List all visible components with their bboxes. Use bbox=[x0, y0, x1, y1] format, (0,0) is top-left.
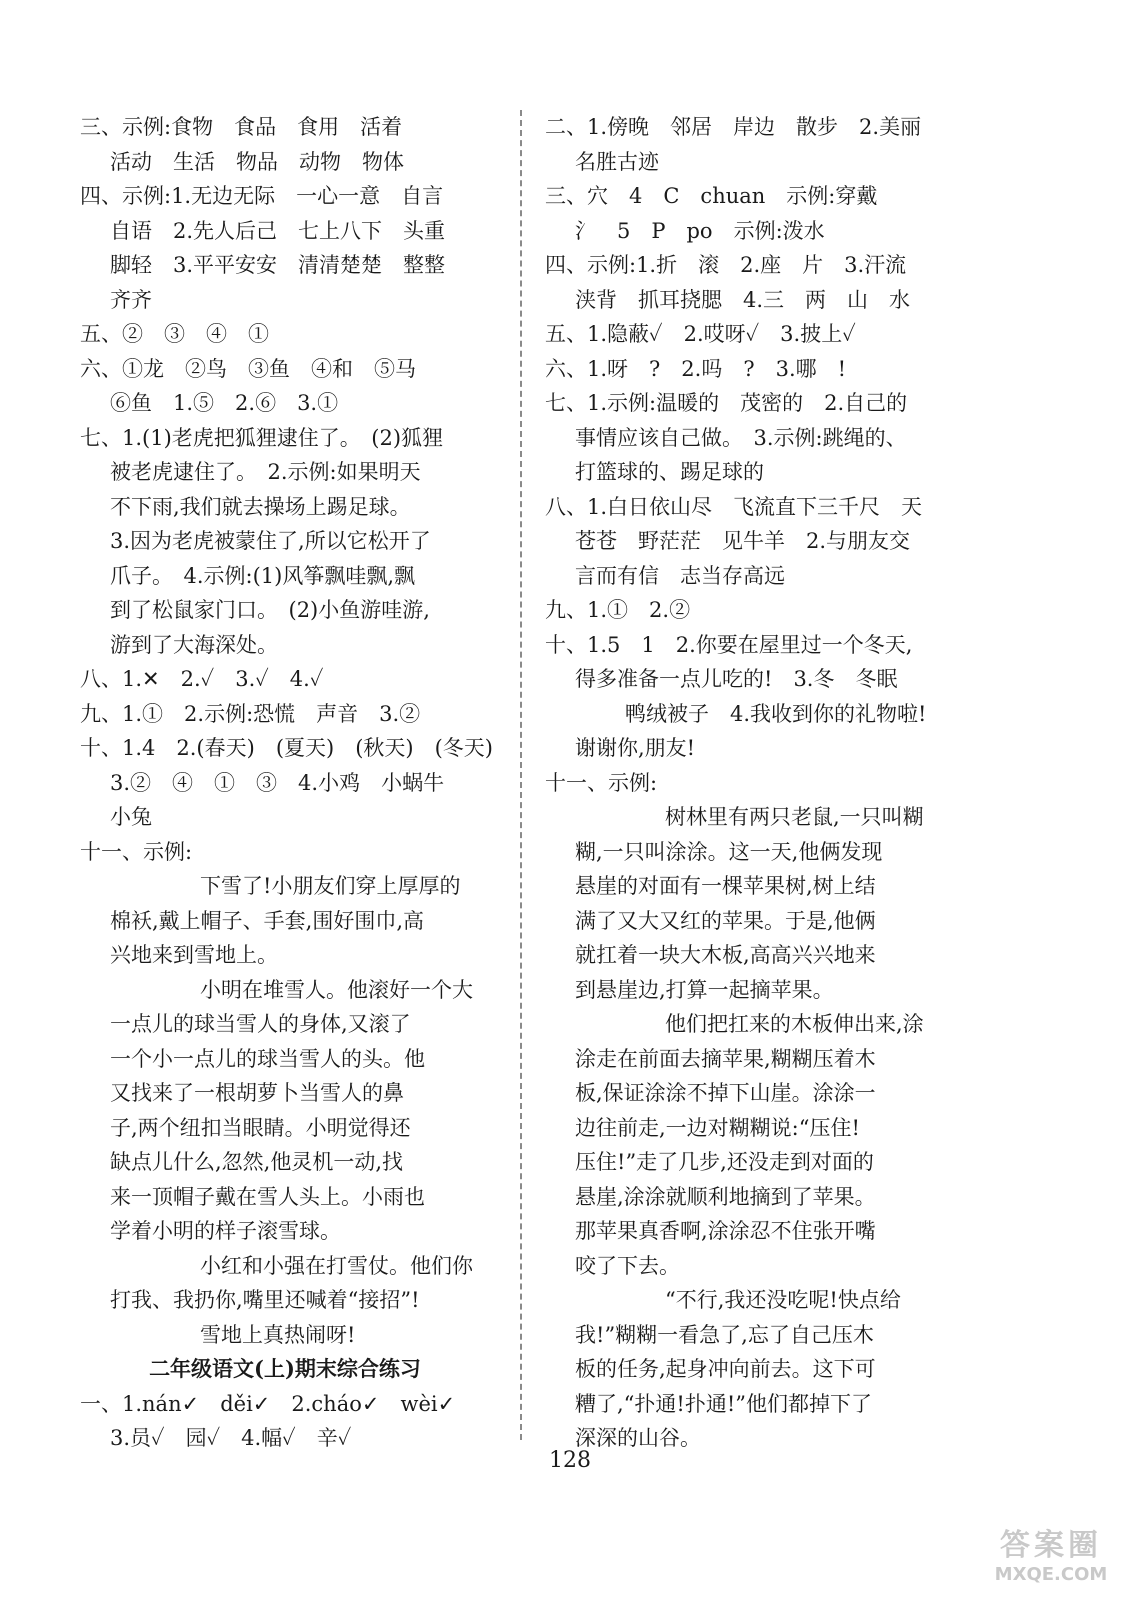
answer-line: 下雪了!小朋友们穿上厚厚的 bbox=[200, 874, 461, 898]
answer-line: 3.员✓ 园✓ 4.幅✓ 辛✓ bbox=[110, 1426, 352, 1450]
answer-line: “不行,我还没吃呢!快点给 bbox=[665, 1288, 901, 1312]
answer-line: 浃背 抓耳挠腮 4.三 两 山 水 bbox=[575, 287, 911, 312]
answer-line: 到了松鼠家门口。 (2)小鱼游哇游, bbox=[110, 598, 430, 622]
answer-line: 小红和小强在打雪仗。他们你 bbox=[200, 1253, 473, 1278]
answer-line: 事情应该自己做。 3.示例:跳绳的、 bbox=[575, 425, 907, 450]
watermark-top: 答案圈 bbox=[1000, 1528, 1102, 1563]
answer-line: 又找来了一根胡萝卜当雪人的鼻 bbox=[110, 1081, 404, 1105]
answer-line: 二、1.傍晚 邻居 岸边 散步 2.美丽 bbox=[545, 115, 922, 139]
answer-line: 五、② ③ ④ ① bbox=[80, 322, 269, 346]
answer-line: 糊,一只叫涂涂。这一天,他俩发现 bbox=[575, 839, 883, 864]
answer-line: 七、1.(1)老虎把狐狸逮住了。 (2)狐狸 bbox=[80, 425, 444, 450]
answer-line: ⑥鱼 1.⑤ 2.⑥ 3.① bbox=[110, 391, 339, 415]
answer-line: 活动 生活 物品 动物 物体 bbox=[110, 149, 404, 174]
answer-line: 八、1.✕ 2.✓ 3.✓ 4.✓ bbox=[80, 667, 324, 691]
answer-line: 九、1.① 2.示例:恐慌 声音 3.② bbox=[80, 701, 421, 726]
answer-line: 缺点儿什么,忽然,他灵机一动,找 bbox=[110, 1150, 404, 1174]
answer-line: 言而有信 志当存高远 bbox=[575, 563, 785, 588]
answer-line: 九、1.① 2.② bbox=[545, 598, 691, 622]
answer-line: 十一、示例: bbox=[80, 839, 193, 864]
answer-line: 氵 5 P po 示例:泼水 bbox=[575, 218, 825, 243]
answer-line: 棉袄,戴上帽子、手套,围好围巾,高 bbox=[110, 908, 425, 933]
answer-line: 不下雨,我们就去操场上踢足球。 bbox=[110, 494, 411, 519]
answer-line: 谢谢你,朋友! bbox=[575, 736, 696, 760]
answer-line: 兴地来到雪地上。 bbox=[110, 943, 278, 967]
answer-line: 一、1.nán✓ děi✓ 2.cháo✓ wèi✓ bbox=[80, 1391, 456, 1416]
answer-line: 悬崖,涂涂就顺利地摘到了苹果。 bbox=[575, 1184, 876, 1209]
answer-line: 3.② ④ ① ③ 4.小鸡 小蜗牛 bbox=[110, 770, 445, 795]
answer-line: 学着小明的样子滚雪球。 bbox=[110, 1219, 341, 1243]
answer-line: 四、示例:1.折 滚 2.座 片 3.汗流 bbox=[545, 253, 907, 277]
answer-line: 二年级语文(上)期末综合练习 bbox=[149, 1356, 421, 1381]
answer-line: 那苹果真香啊,涂涂忍不住张开嘴 bbox=[575, 1219, 876, 1243]
answer-line: 小兔 bbox=[110, 805, 152, 829]
answer-line: 小明在堆雪人。他滚好一个大 bbox=[200, 977, 473, 1002]
answer-line: 自语 2.先人后己 七上八下 头重 bbox=[110, 218, 446, 243]
answer-line: 打我、我扔你,嘴里还喊着“接招”! bbox=[110, 1288, 420, 1312]
answer-line: 子,两个纽扣当眼睛。小明觉得还 bbox=[110, 1115, 411, 1140]
answer-line: 游到了大海深处。 bbox=[110, 632, 278, 657]
answer-line: 六、1.呀 ? 2.吗 ? 3.哪 ! bbox=[545, 356, 847, 381]
answer-line: 咬了下去。 bbox=[575, 1253, 680, 1278]
answer-line: 压住!”走了几步,还没走到对面的 bbox=[575, 1150, 874, 1174]
answer-line: 七、1.示例:温暖的 茂密的 2.自己的 bbox=[545, 391, 908, 415]
answer-line: 四、示例:1.无边无际 一心一意 自言 bbox=[80, 184, 444, 208]
answer-line: 我!”糊糊一看急了,忘了自己压木 bbox=[575, 1322, 874, 1347]
answer-line: 涂走在前面去摘苹果,糊糊压着木 bbox=[575, 1046, 876, 1071]
answer-line: 打篮球的、踢足球的 bbox=[575, 460, 764, 484]
answer-line: 来一顶帽子戴在雪人头上。小雨也 bbox=[110, 1184, 425, 1209]
answer-line: 他们把扛来的木板伸出来,涂 bbox=[665, 1012, 924, 1036]
answer-line: 六、①龙 ②鸟 ③鱼 ④和 ⑤马 bbox=[80, 356, 416, 381]
left-column bbox=[80, 110, 500, 1456]
watermark-bottom: MXQE.COM bbox=[994, 1564, 1108, 1585]
answer-line: 脚轻 3.平平安安 清清楚楚 整整 bbox=[110, 253, 446, 277]
right-column bbox=[545, 110, 1005, 1456]
answer-line: 雪地上真热闹呀! bbox=[200, 1322, 356, 1347]
answer-line: 被老虎逮住了。 2.示例:如果明天 bbox=[110, 460, 421, 484]
answer-line: 糟了,“扑通!扑通!”他们都掉下了 bbox=[575, 1391, 873, 1416]
answer-line: 苍苍 野茫茫 见牛羊 2.与朋友交 bbox=[575, 529, 911, 553]
page-number: 128 bbox=[549, 1448, 591, 1473]
answer-line: 五、1.隐蔽✓ 2.哎呀✓ 3.披上✓ bbox=[545, 322, 856, 346]
answer-line: 满了又大又红的苹果。于是,他俩 bbox=[575, 908, 876, 933]
answer-line: 十一、示例: bbox=[545, 770, 658, 795]
answer-line: 三、穴 4 C chuan 示例:穿戴 bbox=[545, 184, 878, 208]
answer-line: 悬崖的对面有一棵苹果树,树上结 bbox=[575, 874, 876, 898]
column-divider bbox=[520, 110, 522, 1440]
answer-line: 三、示例:食物 食品 食用 活着 bbox=[80, 115, 403, 139]
answer-line: 板的任务,起身冲向前去。这下可 bbox=[575, 1357, 876, 1381]
answer-line: 名胜古迹 bbox=[575, 149, 659, 174]
answer-line: 一点儿的球当雪人的身体,又滚了 bbox=[110, 1012, 411, 1036]
answer-line: 一个小一点儿的球当雪人的头。他 bbox=[110, 1046, 425, 1071]
answer-line: 树林里有两只老鼠,一只叫糊 bbox=[665, 805, 924, 829]
answer-line: 板,保证涂涂不掉下山崖。涂涂一 bbox=[575, 1081, 876, 1105]
answer-line: 到悬崖边,打算一起摘苹果。 bbox=[575, 977, 834, 1002]
answer-line: 深深的山谷。 bbox=[575, 1426, 701, 1450]
answer-line: 爪子。 4.示例:(1)风筝飘哇飘,飘 bbox=[110, 563, 416, 588]
watermark-logo bbox=[976, 1528, 1126, 1590]
answer-line: 边往前走,一边对糊糊说:“压住! bbox=[575, 1115, 860, 1140]
answer-line: 就扛着一块大木板,高高兴兴地来 bbox=[575, 943, 876, 967]
answer-line: 齐齐 bbox=[110, 287, 152, 312]
answer-line: 鸭绒被子 4.我收到你的礼物啦! bbox=[625, 701, 927, 726]
answer-line: 得多准备一点儿吃的! 3.冬 冬眠 bbox=[575, 667, 898, 691]
answer-line: 十、1.4 2.(春天) (夏天) (秋天) (冬天) bbox=[80, 736, 493, 760]
answer-line: 十、1.5 1 2.你要在屋里过一个冬天, bbox=[545, 632, 913, 657]
answer-line: 3.因为老虎被蒙住了,所以它松开了 bbox=[110, 529, 431, 553]
answer-line: 八、1.白日依山尽 飞流直下三千尺 天 bbox=[545, 494, 923, 519]
